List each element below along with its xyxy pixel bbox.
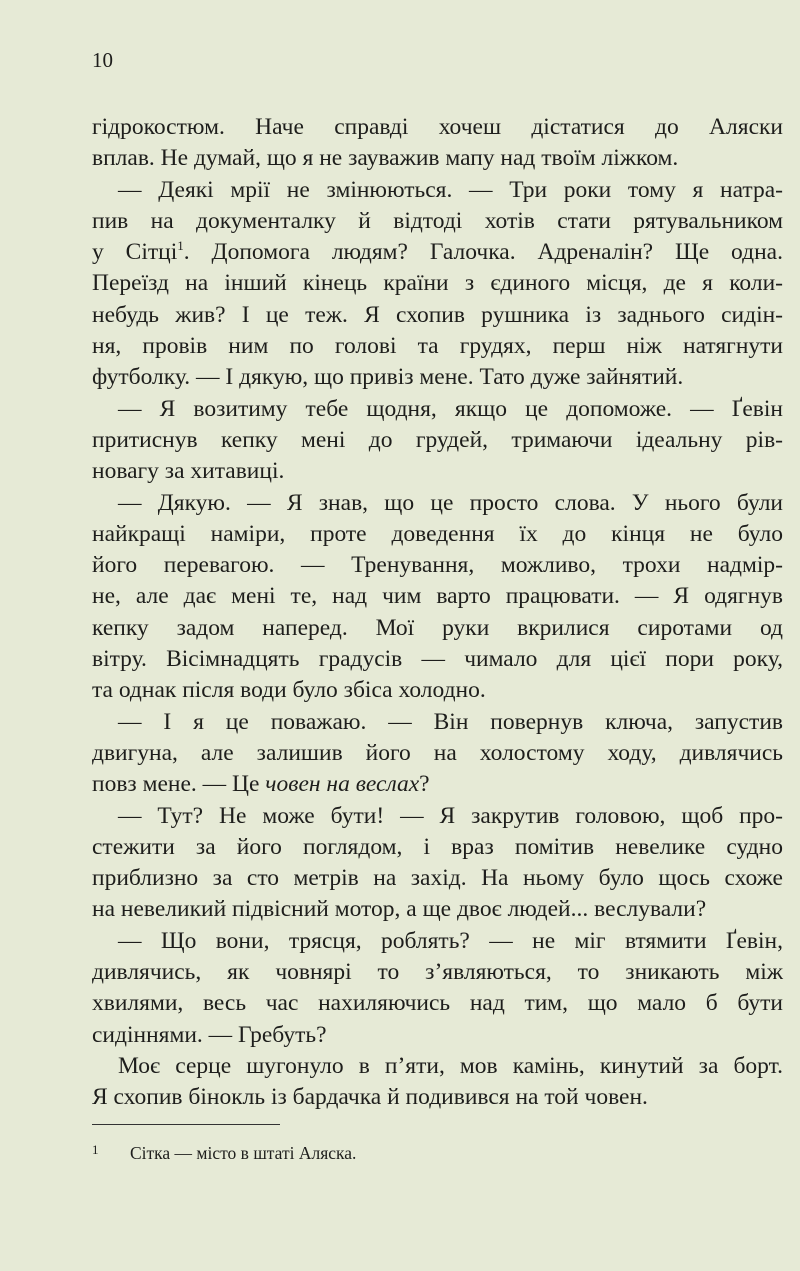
text-line	[92, 707, 783, 738]
text-span: — Дякую. — Я знав, що це просто слова. У нього були	[118, 489, 783, 516]
text-line	[92, 926, 783, 957]
text-line	[92, 801, 783, 832]
text-line	[92, 894, 783, 925]
text-line	[92, 519, 783, 550]
text-line	[92, 957, 783, 988]
text-span: приблизно за сто метрів на захід. На ньому було щось схоже	[92, 865, 783, 892]
footnote	[92, 1138, 356, 1165]
footnote-divider	[92, 1124, 280, 1125]
text-span: Я схопив бінокль із бардачка й подивився на той човен.	[92, 1084, 648, 1111]
text-line	[92, 581, 783, 612]
body-text	[92, 112, 783, 1114]
text-span: дивлячись, як човнярі то з’являються, то зникають між	[92, 959, 783, 986]
text-span: футболку. — І дякую, що привіз мене. Тато дуже зайнятий.	[92, 364, 684, 391]
text-line	[92, 488, 783, 519]
text-line	[92, 206, 783, 237]
text-line	[92, 644, 783, 675]
text-line	[92, 112, 783, 143]
text-span: — І я це поважаю. — Він повернув ключа, запустив	[118, 708, 783, 735]
text-span: та однак після води було збіса холодно.	[92, 677, 486, 704]
text-line	[92, 1051, 783, 1082]
text-line	[92, 863, 783, 894]
text-span: хвилями, весь час нахиляючись над тим, що мало б бути	[92, 990, 783, 1017]
text-line	[92, 143, 783, 174]
text-line	[92, 613, 783, 644]
text-line	[92, 362, 783, 393]
page-number: 10	[92, 48, 113, 72]
text-span: притиснув кепку мені до грудей, тримаючи ідеальну рів-	[92, 426, 783, 453]
text-span: вітру. Вісімнадцять градусів — чимало для цієї пори року,	[92, 646, 783, 673]
text-span: пив на документалку й відтоді хотів стати рятувальником	[92, 207, 783, 234]
text-line	[92, 300, 783, 331]
text-span: — Деякі мрії не змінюються. — Три роки тому я натра-	[118, 176, 783, 203]
text-line	[92, 550, 783, 581]
text-span: кепку задом наперед. Мої руки вкрилися сиротами од	[92, 614, 783, 641]
text-line	[92, 738, 783, 769]
text-span: — Тут? Не може бути! — Я закрутив головою, щоб про-	[118, 802, 783, 829]
text-line	[92, 425, 783, 456]
footnote-mark: 1	[92, 1142, 99, 1157]
text-span: на невеликий підвісний мотор, а ще двоє людей... веслували?	[92, 896, 707, 923]
text-line	[92, 1020, 783, 1051]
text-span: ?	[419, 771, 430, 798]
text-line	[92, 675, 783, 706]
italic-text: човен на веслах	[265, 771, 420, 798]
footnote-text: Сітка — місто в штаті Аляска.	[130, 1143, 357, 1163]
text-span: його перевагою. — Тренування, можливо, трохи надмір-	[92, 552, 783, 579]
text-line	[92, 832, 783, 863]
text-line	[92, 268, 783, 299]
text-span: не, але дає мені те, над чим варто працювати. — Я одягнув	[92, 583, 783, 610]
text-line	[92, 456, 783, 487]
text-line	[92, 1082, 783, 1113]
text-span: у Сітці	[92, 239, 178, 266]
text-span: небудь жив? І це теж. Я схопив рушника із заднього сидін-	[92, 301, 783, 328]
text-span: вплав. Не думай, що я не зауважив мапу над твоїм ліжком.	[92, 145, 679, 172]
text-span: — Що вони, трясця, роблять? — не міг втямити Ґевін,	[118, 927, 783, 954]
text-span: сидіннями. — Гребуть?	[92, 1021, 327, 1048]
text-span: Моє серце шугонуло в п’яти, мов камінь, кинутий за борт.	[118, 1052, 783, 1079]
text-line	[92, 237, 783, 268]
text-line	[92, 394, 783, 425]
text-line	[92, 175, 783, 206]
text-line	[92, 331, 783, 362]
text-line	[92, 769, 783, 800]
text-span: Переїзд на інший кінець країни з єдиного місця, де я коли-	[92, 270, 783, 297]
footnote-reference: 1	[177, 238, 184, 254]
text-span: повз мене. — Це	[92, 771, 266, 798]
text-span: новагу за хитавиці.	[92, 458, 285, 485]
text-span: . Допомога людям? Галочка. Адреналін? Ще одна.	[183, 239, 783, 266]
text-span: ня, провів ним по голові та грудях, перш ніж натягнути	[92, 333, 783, 360]
text-span: двигуна, але залишив його на холостому ходу, дивлячись	[92, 739, 783, 766]
text-span: стежити за його поглядом, і враз помітив невелике судно	[92, 833, 783, 860]
text-line	[92, 988, 783, 1019]
text-span: — Я возитиму тебе щодня, якщо це допоможе. — Ґевін	[118, 395, 783, 422]
text-span: найкращі наміри, проте доведення їх до кінця не було	[92, 520, 783, 547]
text-span: гідрокостюм. Наче справді хочеш дістатися до Аляски	[92, 114, 783, 140]
